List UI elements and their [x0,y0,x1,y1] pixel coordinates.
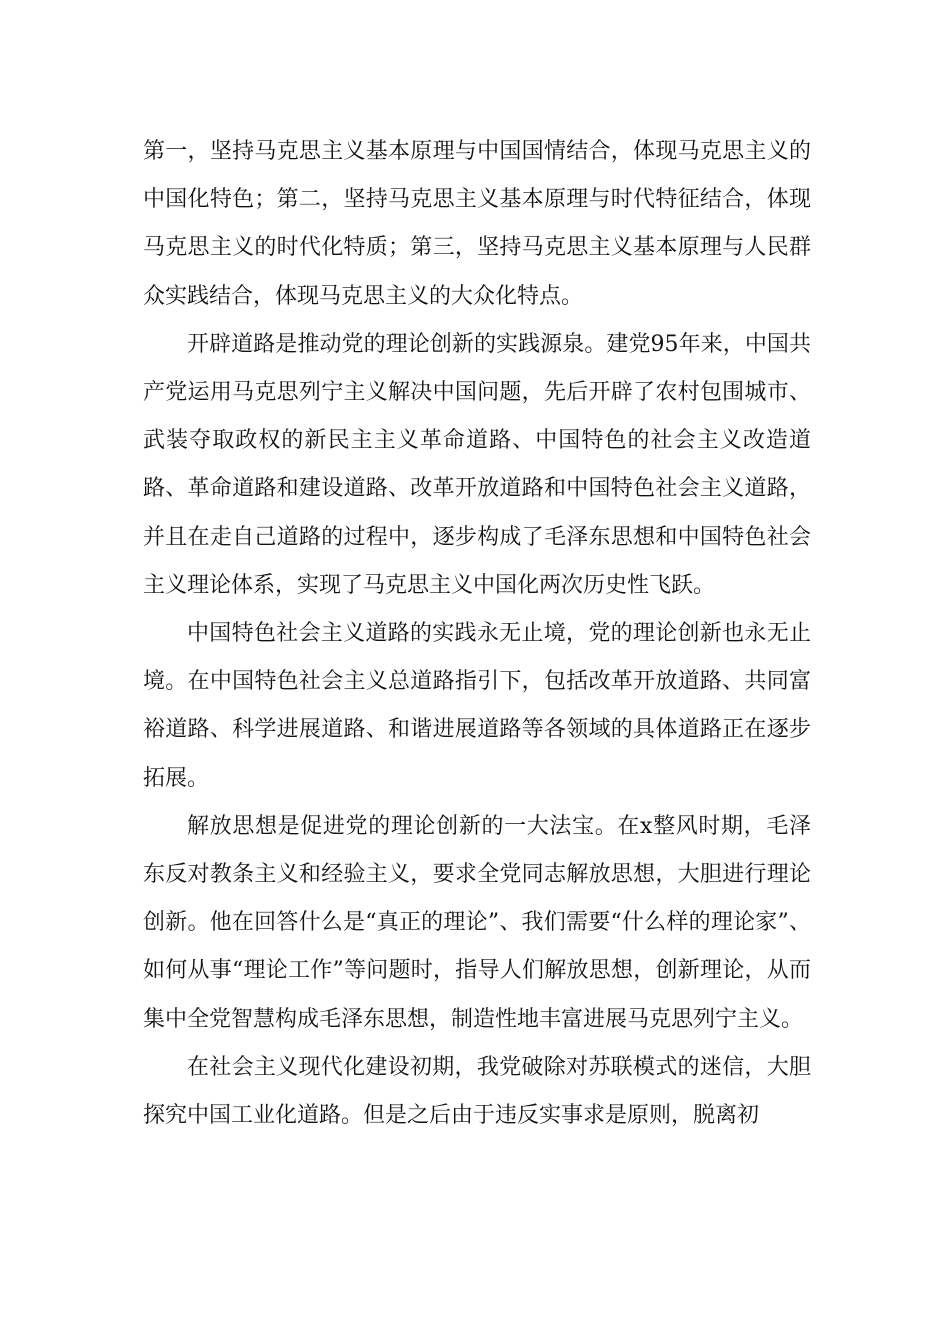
paragraph-3: 中国特色社会主义道路的实践永无止境，党的理论创新也永无止境。在中国特色社会主义总道路指引下，包括改革开放道路、共同富裕道路、科学进展道路、和谐进展道路等各领域的具体道路正在逐步拓展。 [143,621,811,791]
paragraph-5: 在社会主义现代化建设初期，我党破除对苏联模式的迷信，大胆探究中国工业化道路。但是之后由于违反实事求是原则，脱离初 [143,1054,811,1129]
document-body [143,128,811,1140]
paragraph-1: 第一，坚持马克思主义基本原理与中国国情结合，体现马克思主义的中国化特色；第二，坚持马克思主义基本原理与时代特征结合，体现马克思主义的时代化特质；第三，坚持马克思主义基本原理与人民群众实践结合，体现马克思主义的大众化特点。 [143,139,811,309]
paragraph-2: 开辟道路是推动党的理论创新的实践源泉。建党95年来，中国共产党运用马克思列宁主义解决中国问题，先后开辟了农村包围城市、武装夺取政权的新民主主义革命道路、中国特色的社会主义改造道路、革命道路和建设道路、改革开放道路和中国特色社会主义道路，并且在走自己道路的过程中，逐步构成了毛泽东思想和中国特色社会主义理论体系，实现了马克思主义中国化两次历史性飞跃。 [143,331,811,598]
paragraph-4: 解放思想是促进党的理论创新的一大法宝。在x整风时期，毛泽东反对教条主义和经验主义，要求全党同志解放思想，大胆进行理论创新。他在回答什么是“真正的理论”、我们需要“什么样的理论家”、如何从事“理论工作”等问题时，指导人们解放思想，创新理论，从而集中全党智慧构成毛泽东思想，制造性地丰富进展马克思列宁主义。 [143,813,811,1032]
